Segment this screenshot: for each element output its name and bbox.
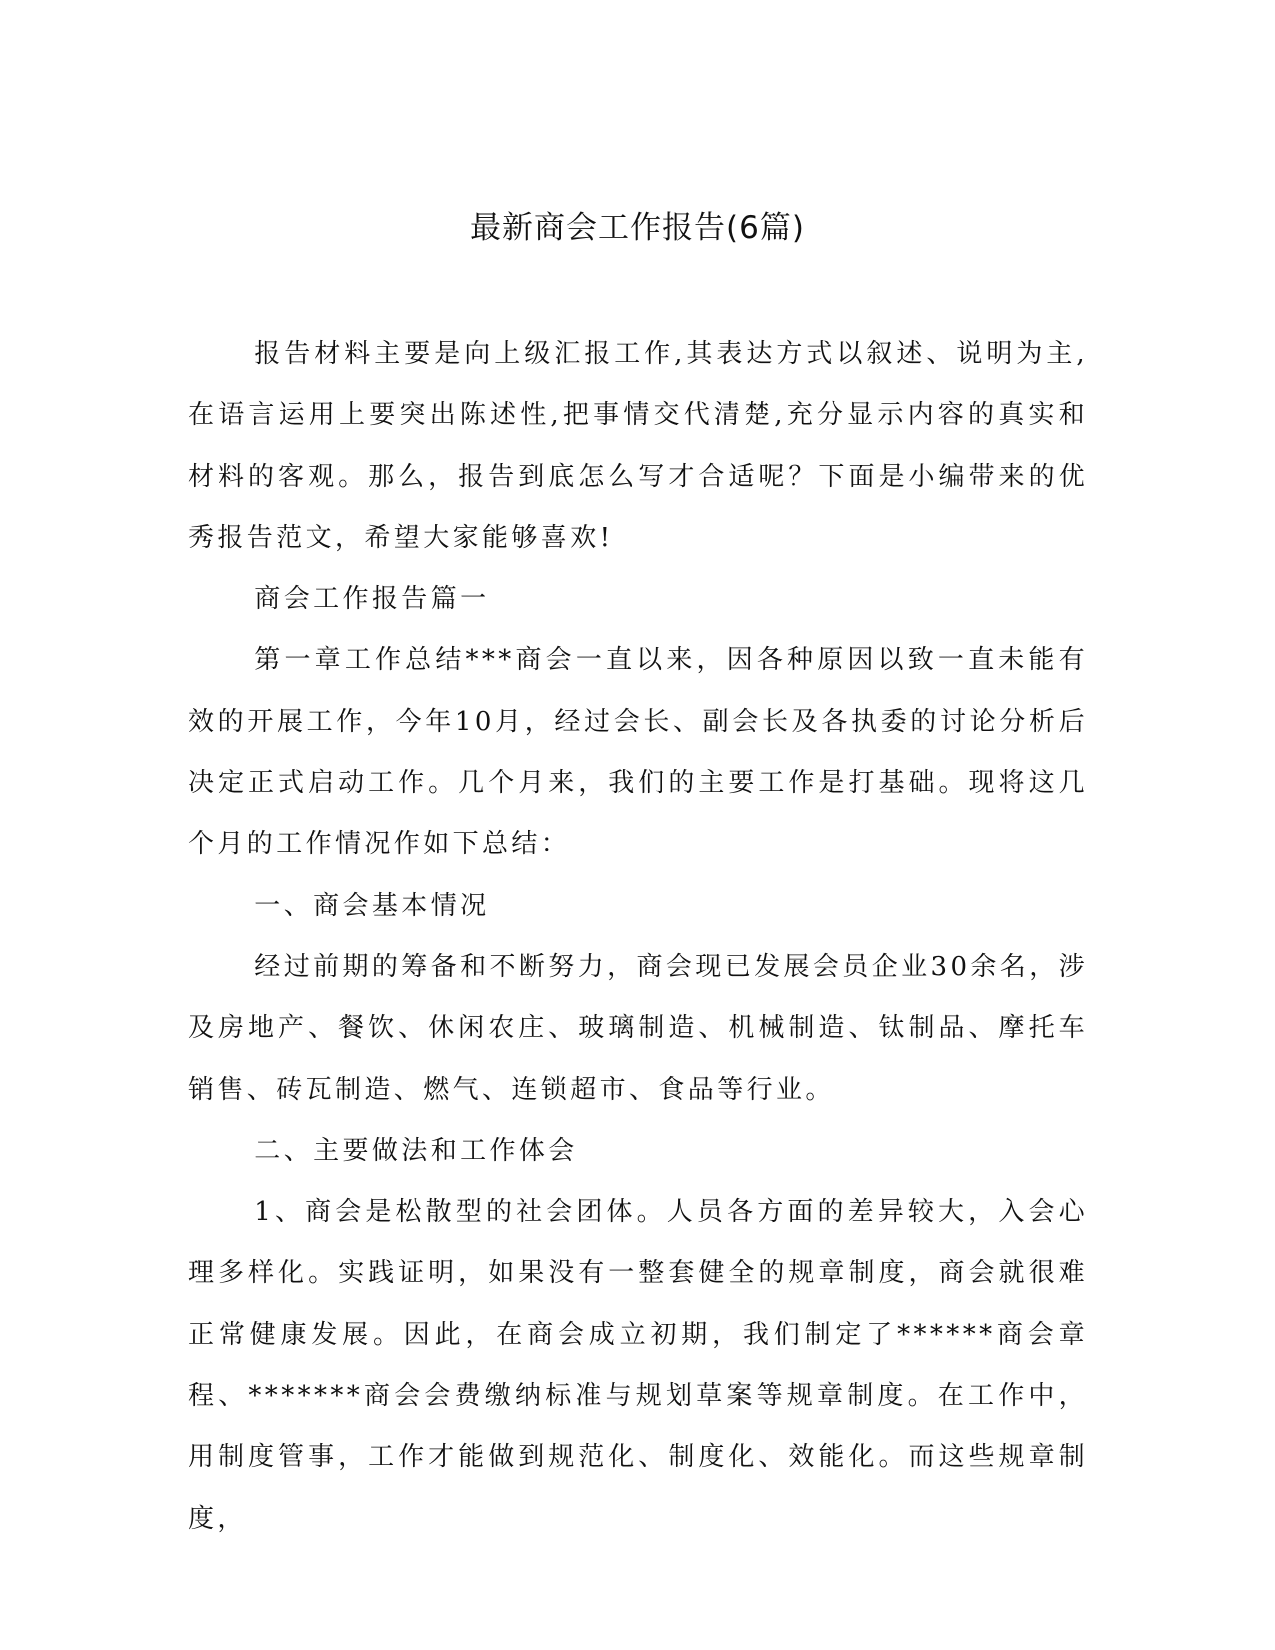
chapter-one-paragraph: 第一章工作总结***商会一直以来，因各种原因以致一直未能有效的开展工作，今年10月，经过会长、副会长及各执委的讨论分析后决定正式启动工作。几个月来，我们的主要工作是打基础。现将这几个月的工作情况作如下总结： — [188, 645, 1088, 860]
section-heading-part-one: 商会工作报告篇一 — [254, 584, 490, 615]
practice-one-paragraph: 1、商会是松散型的社会团体。人员各方面的差异较大，入会心理多样化。实践证明，如果没有一整套健全的规章制度，商会就很难正常健康发展。因此，在商会成立初期，我们制定了******商会章程、*******商会会费缴纳标准与规划草案等规章制度。在工作中，用制度管事，工作才能做到规范化、制度化、效能化。而这些规章制度， — [188, 1197, 1088, 1534]
heading-basic-situation: 一、商会基本情况 — [254, 890, 490, 921]
document-body — [188, 324, 1088, 1550]
intro-paragraph: 报告材料主要是向上级汇报工作,其表达方式以叙述、说明为主,在语言运用上要突出陈述性,把事情交代清楚,充分显示内容的真实和材料的客观。那么，报告到底怎么写才合适呢？下面是小编带来的优秀报告范文，希望大家能够喜欢! — [188, 339, 1088, 553]
heading-main-practices: 二、主要做法和工作体会 — [254, 1135, 578, 1166]
document-title: 最新商会工作报告(6篇) — [470, 210, 805, 246]
members-paragraph: 经过前期的筹备和不断努力，商会现已发展会员企业30余名，涉及房地产、餐饮、休闲农庄、玻璃制造、机械制造、钛制品、摩托车销售、砖瓦制造、燃气、连锁超市、食品等行业。 — [188, 951, 1088, 1105]
